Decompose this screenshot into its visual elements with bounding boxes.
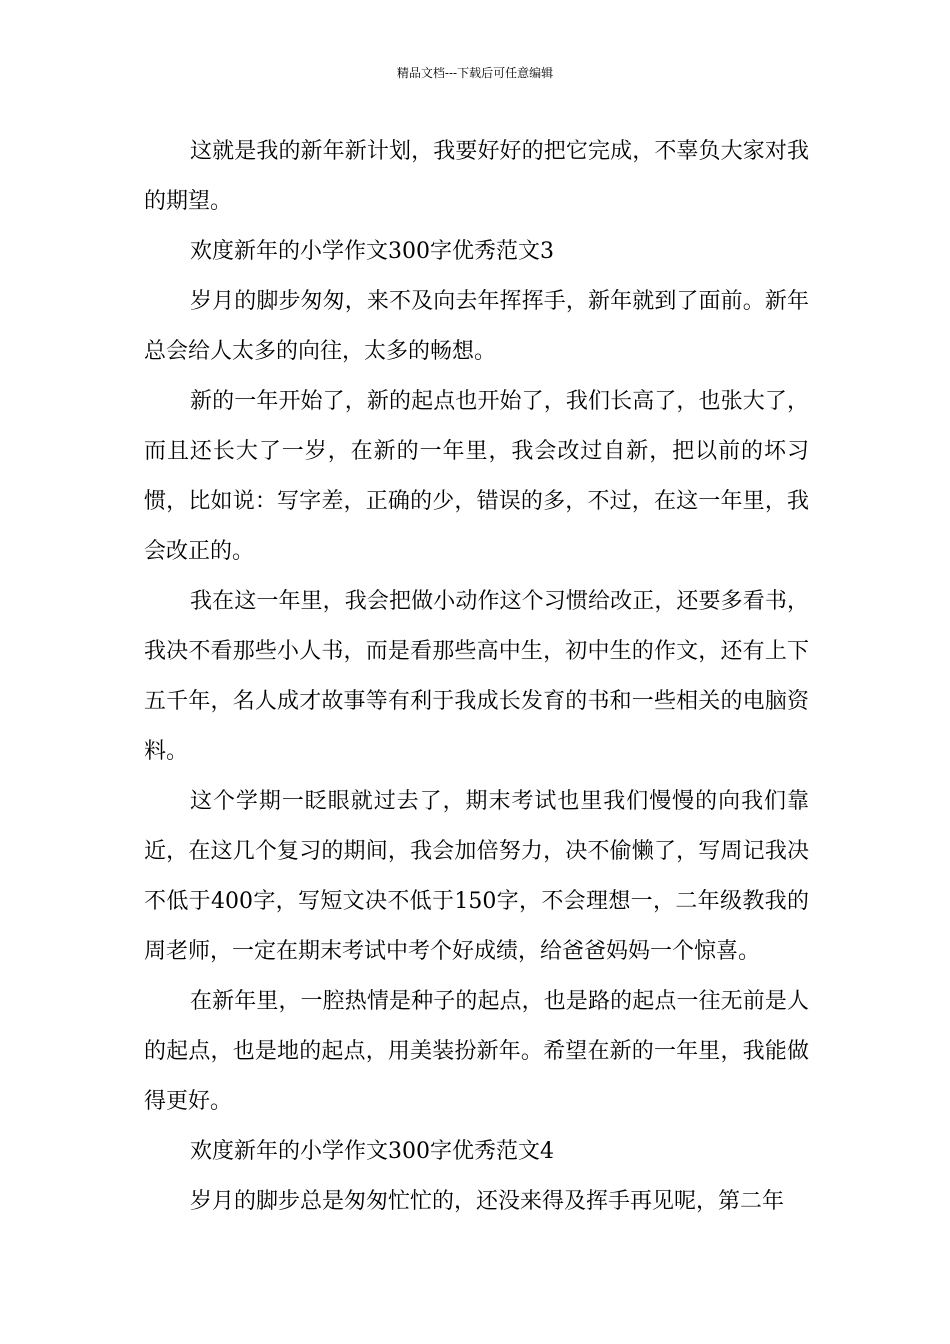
- paragraph: 新的一年开始了，新的起点也开始了，我们长高了，也张大了，而且还长大了一岁，在新的一年里，我会改过自新，把以前的坏习惯，比如说：写字差，正确的少，错误的多，不过，在这一年里，我会改正的。: [144, 389, 809, 564]
- paragraph: 岁月的脚步匆匆，来不及向去年挥挥手，新年就到了面前。新年总会给人太多的向往，太多的畅想。: [144, 289, 809, 364]
- page-header: 精品文档---下载后可任意编辑: [396, 66, 554, 80]
- section-heading: 欢度新年的小学作文300字优秀范文4: [190, 1139, 554, 1164]
- paragraph: 这就是我的新年新计划，我要好好的把它完成，不辜负大家对我的期望。: [144, 139, 809, 214]
- document-body: [144, 127, 809, 1227]
- paragraph: 在新年里，一腔热情是种子的起点，也是路的起点一往无前是人的起点，也是地的起点，用美装扮新年。希望在新的一年里，我能做得更好。: [144, 989, 809, 1114]
- paragraph: 岁月的脚步总是匆匆忙忙的，还没来得及挥手再见呢，第二年: [190, 1189, 785, 1214]
- paragraph: 这个学期一眨眼就过去了，期末考试也里我们慢慢的向我们靠近，在这几个复习的期间，我会加倍努力，决不偷懒了，写周记我决不低于400字，写短文决不低于150字，不会理想一，二年级教我的周老师，一定在期末考试中考个好成绩，给爸爸妈妈一个惊喜。: [144, 789, 810, 964]
- paragraph: 我在这一年里，我会把做小动作这个习惯给改正，还要多看书，我决不看那些小人书，而是看那些高中生，初中生的作文，还有上下五千年，名人成才故事等有利于我成长发育的书和一些相关的电脑资料。: [144, 589, 809, 764]
- section-heading: 欢度新年的小学作文300字优秀范文3: [190, 239, 554, 264]
